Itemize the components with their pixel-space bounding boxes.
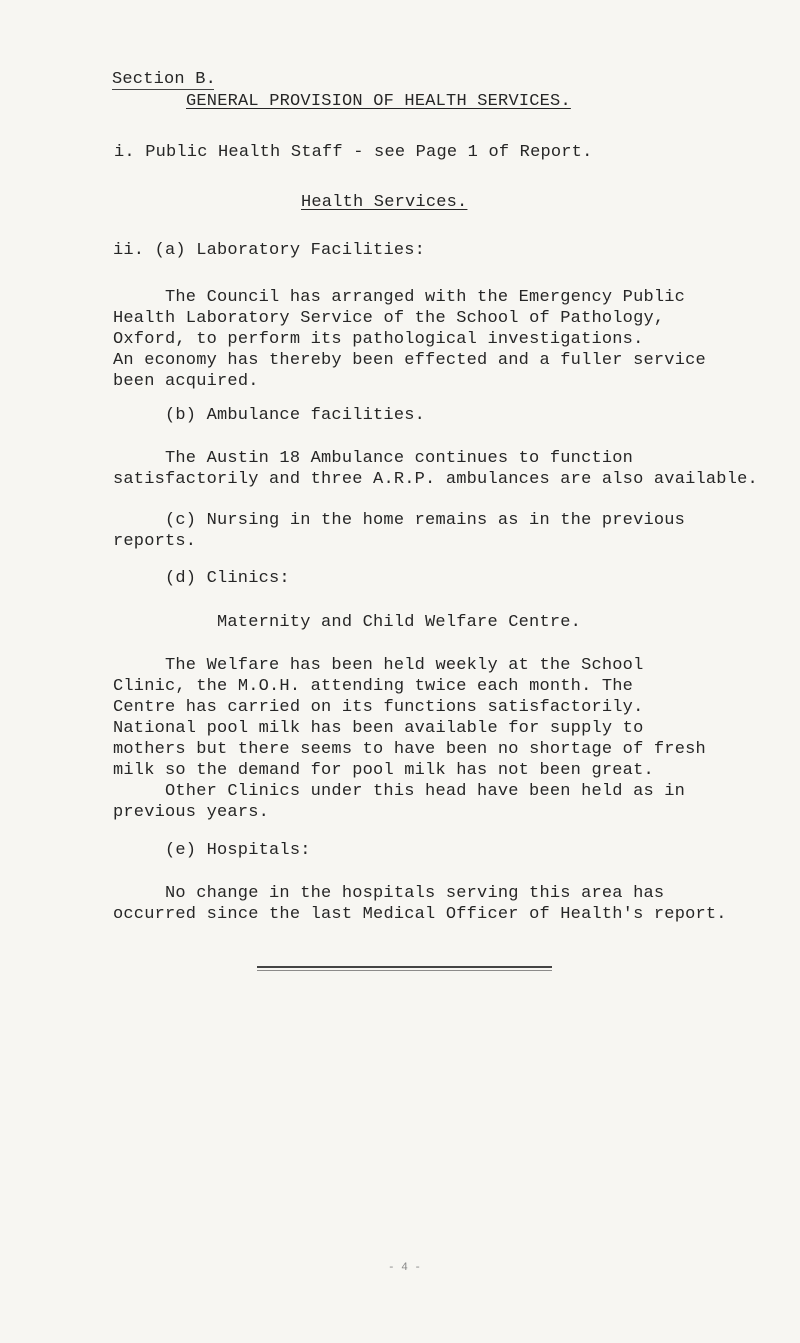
- para-a-line: Oxford, to perform its pathological investigations.: [113, 330, 644, 349]
- closing-rule-secondary: [257, 970, 552, 971]
- para-b-line: satisfactorily and three A.R.P. ambulances are also available.: [113, 470, 758, 489]
- para-d-line: National pool milk has been available for supply to: [113, 719, 644, 738]
- para-e-line: No change in the hospitals serving this area has: [165, 884, 665, 903]
- para-d-line: The Welfare has been held weekly at the School: [165, 656, 644, 675]
- para-a-line: An economy has thereby been effected and a fuller service: [113, 351, 706, 370]
- page-number-mark: - 4 -: [388, 1262, 422, 1274]
- para-b-line: The Austin 18 Ambulance continues to function: [165, 449, 634, 468]
- item-b-ambulance-title: (b) Ambulance facilities.: [165, 406, 426, 425]
- item-i-public-health-staff: i. Public Health Staff - see Page 1 of Report.: [114, 143, 593, 162]
- maternity-clinic-heading: Maternity and Child Welfare Centre.: [217, 613, 582, 632]
- item-c-nursing-line: (c) Nursing in the home remains as in the previous: [165, 511, 686, 530]
- item-c-nursing-line: reports.: [113, 532, 197, 551]
- para-d-line: Centre has carried on its functions satisfactorily.: [113, 698, 644, 717]
- para-d-line: Other Clinics under this head have been held as in: [165, 782, 686, 801]
- para-d-line: mothers but there seems to have been no shortage of fresh: [113, 740, 706, 759]
- document-heading: GENERAL PROVISION OF HEALTH SERVICES.: [186, 92, 571, 111]
- health-services-subheading: Health Services.: [301, 193, 468, 212]
- item-ii-a-laboratory-title: ii. (a) Laboratory Facilities:: [113, 241, 426, 260]
- para-e-line: occurred since the last Medical Officer of Health's report.: [113, 905, 727, 924]
- para-a-line: been acquired.: [113, 372, 259, 391]
- section-label-underline: [112, 89, 214, 90]
- para-d-line: milk so the demand for pool milk has not been great.: [113, 761, 654, 780]
- para-d-line: previous years.: [113, 803, 270, 822]
- para-a-line: The Council has arranged with the Emergency Public: [165, 288, 686, 307]
- item-e-hospitals-title: (e) Hospitals:: [165, 841, 311, 860]
- item-d-clinics-title: (d) Clinics:: [165, 569, 290, 588]
- closing-rule: [257, 966, 552, 968]
- section-label: Section B.: [112, 70, 217, 89]
- para-d-line: Clinic, the M.O.H. attending twice each month. The: [113, 677, 634, 696]
- para-a-line: Health Laboratory Service of the School of Pathology,: [113, 309, 665, 328]
